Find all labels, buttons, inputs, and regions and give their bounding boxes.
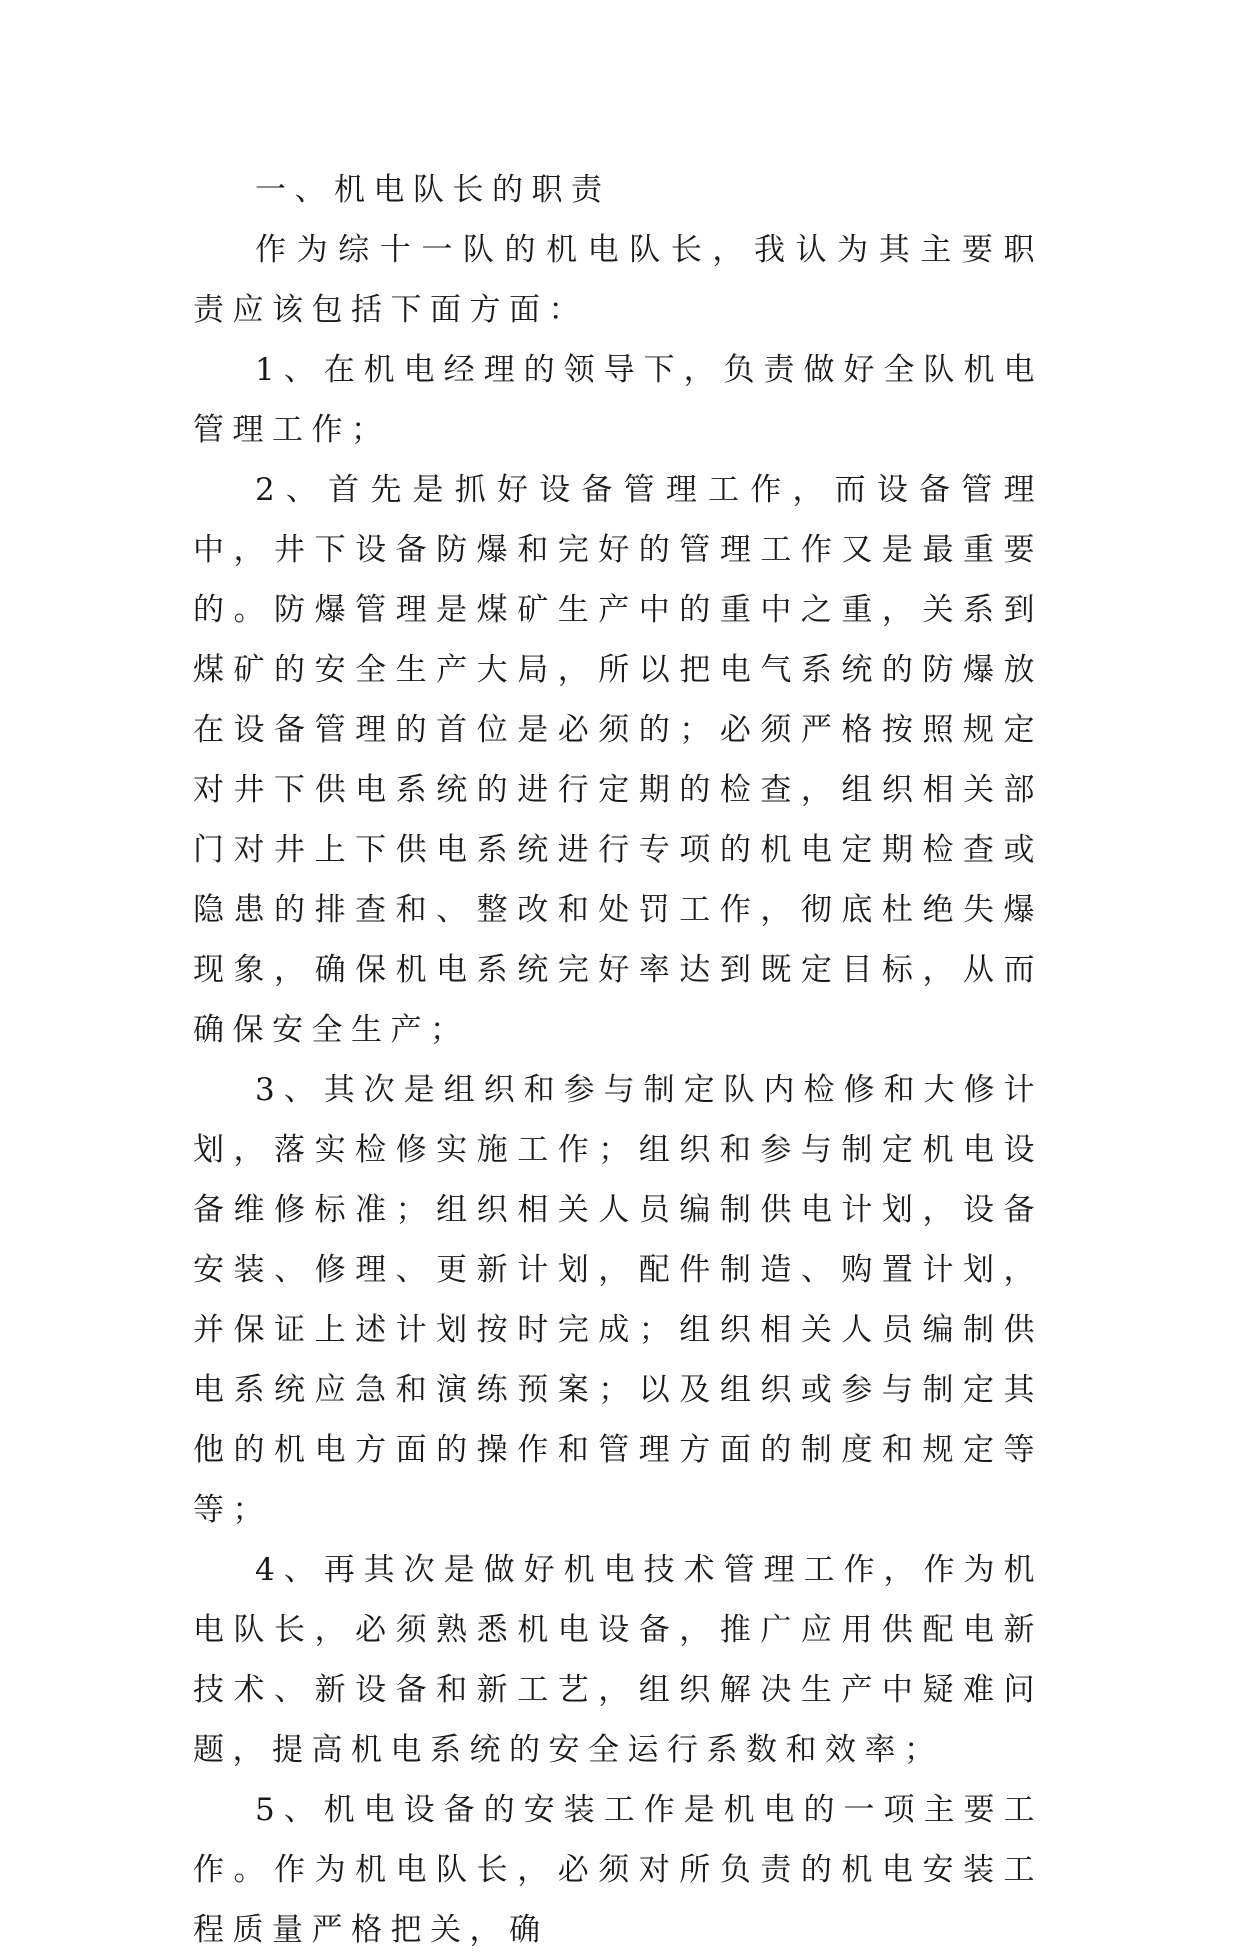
paragraph-item-1: 1、在机电经理的领导下，负责做好全队机电管理工作； xyxy=(193,352,1043,448)
paragraph-intro: 作为综十一队的机电队长，我认为其主要职责应该包括下面方面： xyxy=(193,232,1043,328)
document-body xyxy=(193,160,1043,1960)
paragraph-item-5: 5、机电设备的安装工作是机电的一项主要工作。作为机电队长，必须对所负责的机电安装工程质量严格把关，确 xyxy=(193,1792,1043,1948)
paragraph-item-3: 3、其次是组织和参与制定队内检修和大修计划，落实检修实施工作；组织和参与制定机电设备维修标准；组织相关人员编制供电计划，设备安装、修理、更新计划，配件制造、购置计划，并保证上述计划按时完成；组织相关人员编制供电系统应急和演练预案；以及组织或参与制定其他的机电方面的操作和管理方面的制度和规定等等； xyxy=(193,1072,1043,1528)
paragraph-item-2: 2、首先是抓好设备管理工作，而设备管理中，井下设备防爆和完好的管理工作又是最重要的。防爆管理是煤矿生产中的重中之重，关系到煤矿的安全生产大局，所以把电气系统的防爆放在设备管理的首位是必须的；必须严格按照规定对井下供电系统的进行定期的检查，组织相关部门对井上下供电系统进行专项的机电定期检查或隐患的排查和、整改和处罚工作，彻底杜绝失爆现象，确保机电系统完好率达到既定目标，从而确保安全生产； xyxy=(193,472,1043,1048)
paragraph-item-4: 4、再其次是做好机电技术管理工作，作为机电队长，必须熟悉机电设备，推广应用供配电新技术、新设备和新工艺，组织解决生产中疑难问题，提高机电系统的安全运行系数和效率； xyxy=(193,1552,1043,1768)
section-heading: 一、机电队长的职责 xyxy=(255,172,611,208)
